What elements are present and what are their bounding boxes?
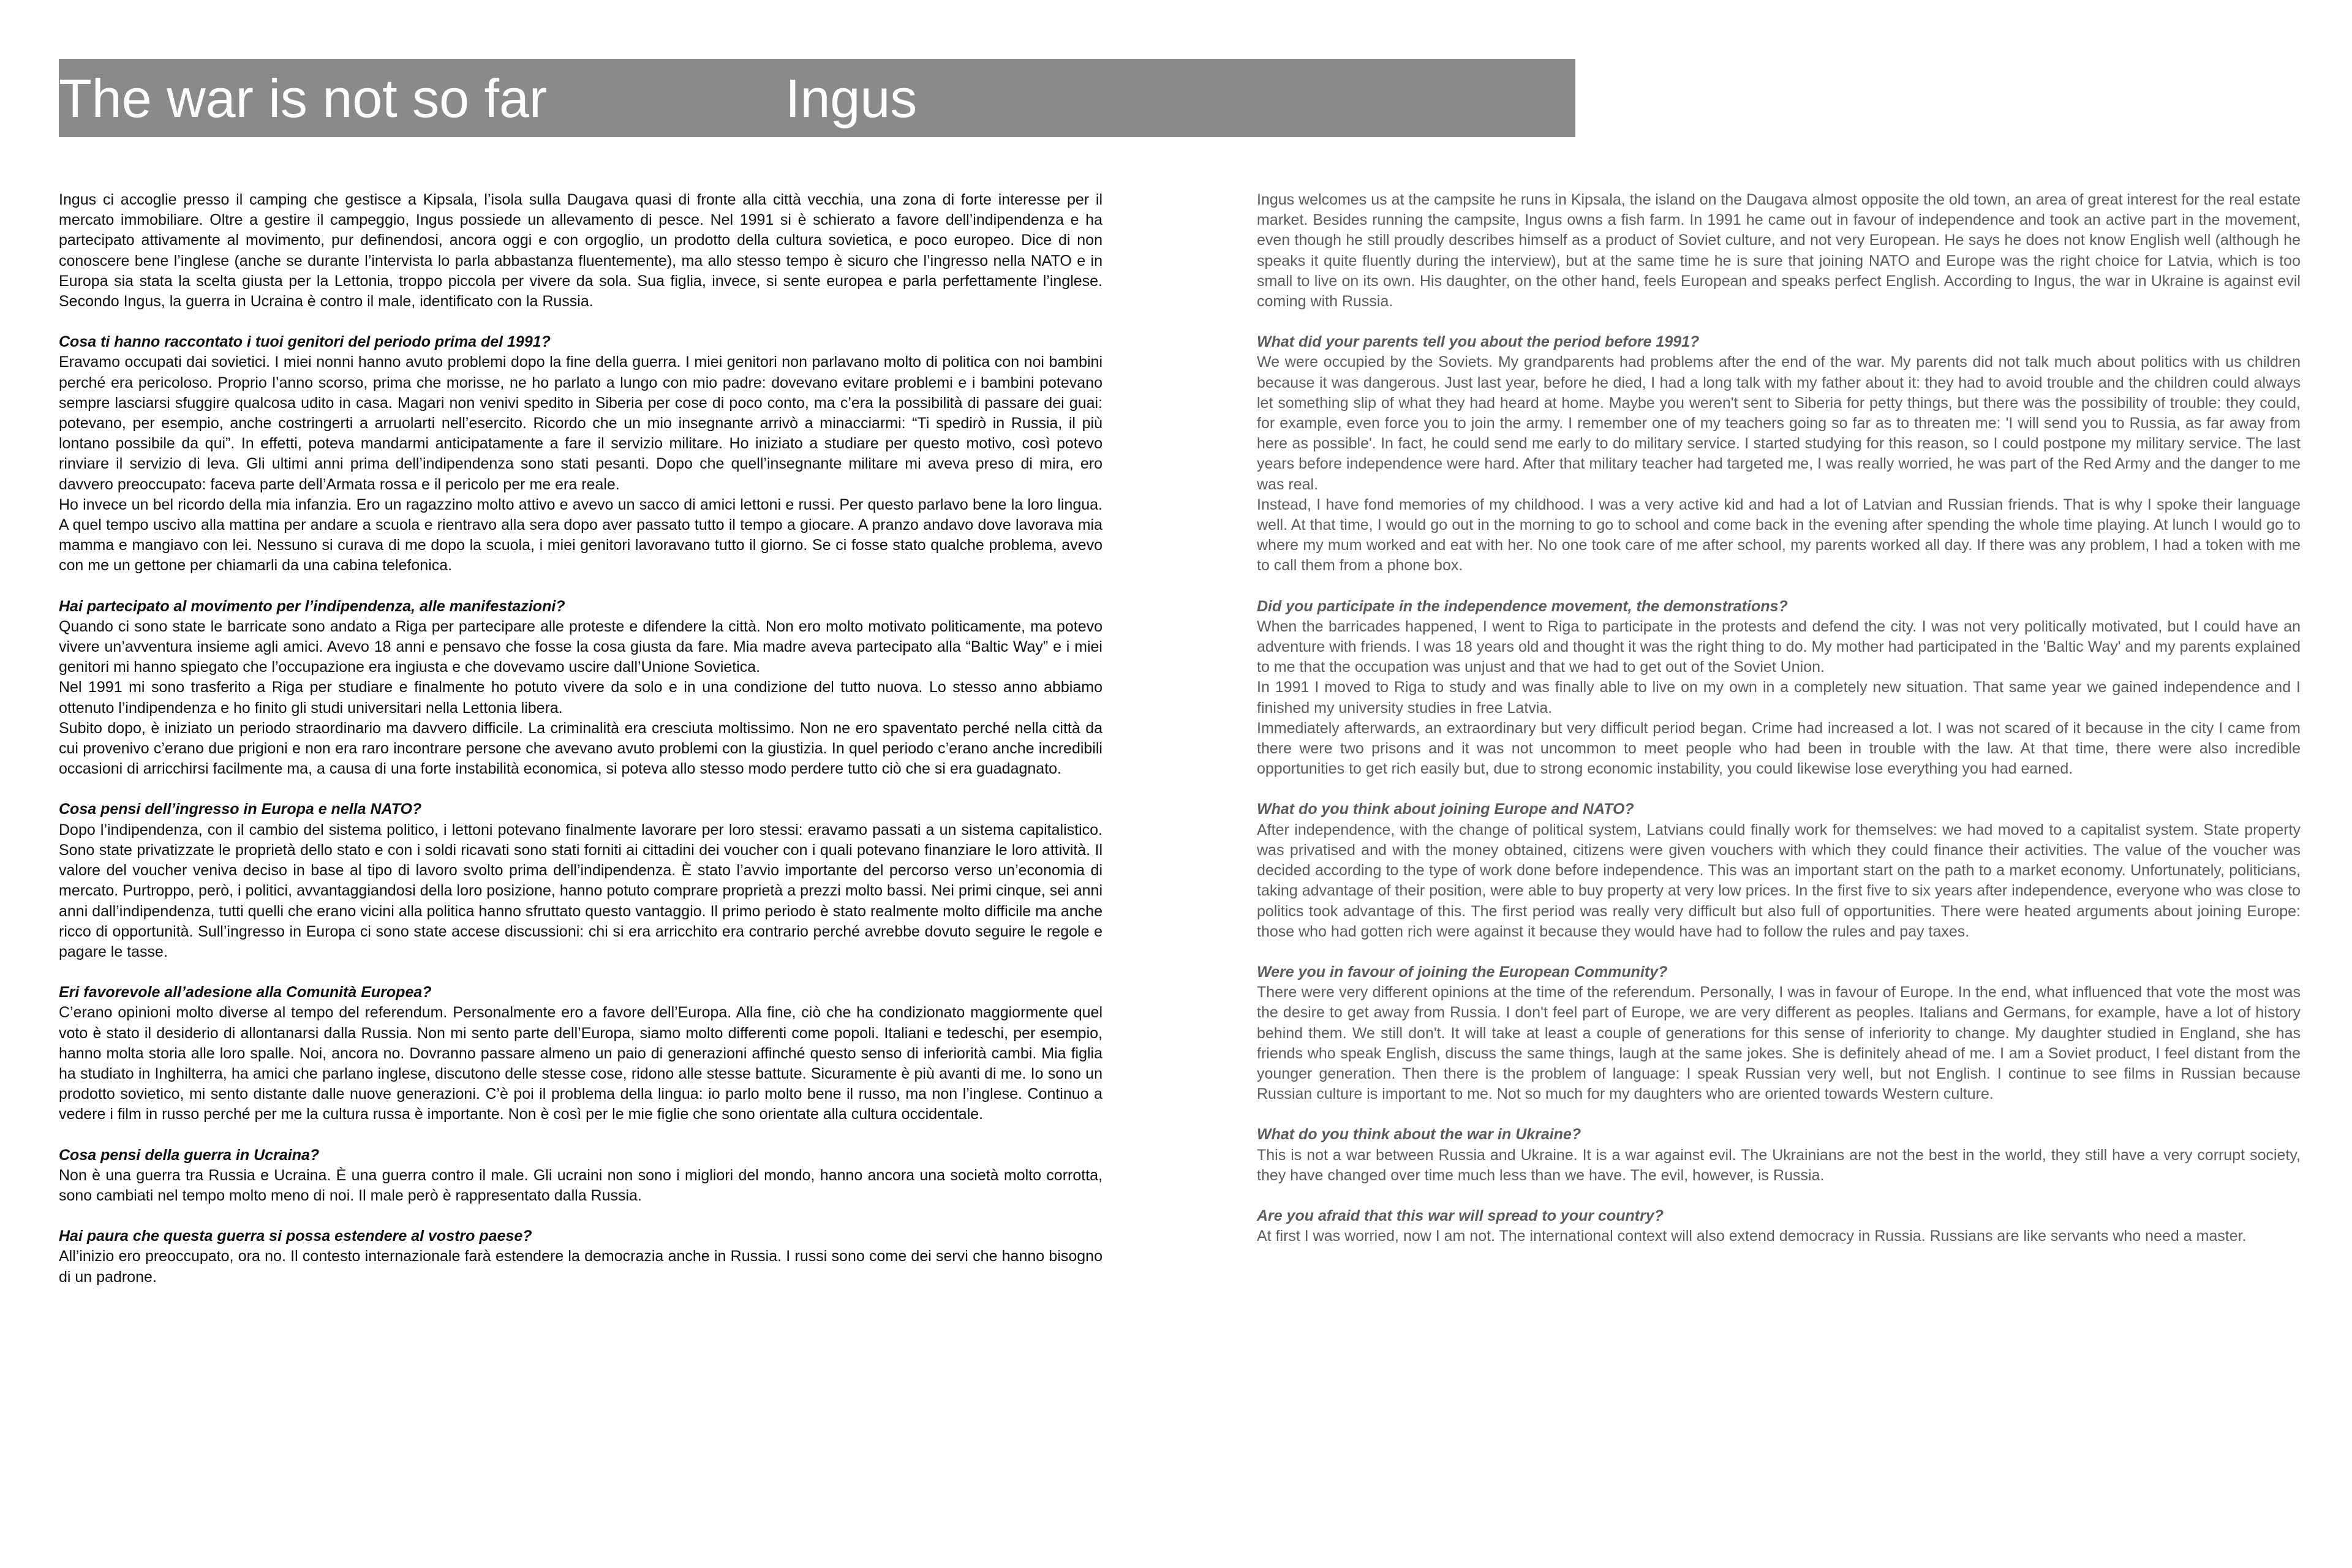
answer-paragraph: Immediately afterwards, an extraordinary but very difficult period began. Crime had increased a lot. I was not scared of it because in the city I came from there were two prisons and it was not uncommon to meet people who had been in trouble with the law. At that time, there were also incredible opportunities to get rich easily but, due to strong economic instability, you could likewise lose everything you had earned. [1257,719,2301,778]
page-title: The war is not so far [59,68,548,129]
answer-paragraph: This is not a war between Russia and Ukraine. It is a war against evil. The Ukrainians are not the best in the world, they still have a very corrupt society, they have changed over time much less than we have. The evil, however, is Russia. [1257,1146,2301,1184]
question-heading: Hai paura che questa guerra si possa estendere al vostro paese? [59,1227,532,1245]
question-heading: Are you afraid that this war will spread to your country? [1257,1207,1664,1224]
answer-paragraph: Eravamo occupati dai sovietici. I miei nonni hanno avuto problemi dopo la fine della guerra. I miei genitori non parlavano molto di politica con noi bambini perché era pericoloso. Proprio l’anno scorso, prima che morisse, ne ho parlato a lungo con mio padre: dovevano evitare problemi e i bambini potevano sempre lasciarsi sfuggire qualcosa udito in casa. Magari non venivi spedito in Siberia per cose di poco conto, ma c’era la possibilità di passare dei guai: potevano, per esempio, anche costringerti a arruolarti nell’esercito. Ricordo che un mio insegnante arrivò a minacciarmi: “Ti spedirò in Russia, il più lontano possibile da qui”. In effetti, poteva mandarmi anticipatamente a fare il servizio militare. Ho iniziato a studiare per questo motivo, così potevo rinviare il servizio di leva. Gli ultimi anni prima dell’indipendenza sono stati pesanti. Dopo che quell’insegnante militare mi aveva preso di mira, ero davvero preoccupato: faceva parte dell’Armata rossa e il pericolo per me era reale. [59,353,1102,493]
answer-paragraph: After independence, with the change of political system, Latvians could finally work for themselves: we had moved to a capitalist system. State property was privatised and with the money obtained, citizens were given vouchers with which they could finance their activities. The value of the voucher was decided according to the type of work done before independence. This was an important start on the path to a market economy. Unfortunately, politicians, taking advantage of their position, were able to buy property at very low prices. In the first five to six years after independence, everyone who was close to politics took advantage of this. The first period was really very difficult but also full of opportunities. There were heated arguments about joining Europe: those who had gotten rich were against it because they would have had to follow the rules and pay taxes. [1257,821,2301,940]
intro-paragraph: Ingus ci accoglie presso il camping che gestisce a Kipsala, l’isola sulla Daugava quasi di fronte alla città vecchia, una zona di forte interesse per il mercato immobiliare. Oltre a gestire il campeggio, Ingus possiede un allevamento di pesce. Nel 1991 si è schierato a favore dell’indipendenza e ha partecipato attivamente al movimento, pur definendosi, ancora oggi e con orgoglio, un prodotto della cultura sovietica, e poco europeo. Dice di non conoscere bene l’inglese (anche se durante l’intervista lo parla abbastanza fluentemente), ma allo stesso tempo è sicuro che l’ingresso nella NATO e in Europa sia stata la scelta giusta per la Lettonia, troppo piccola per vivere da sola. Sua figlia, invece, si sente europea e parla perfettamente l’inglese. Secondo Ingus, la guerra in Ucraina è contro il male, identificato con la Russia. [59,191,1102,311]
answer-paragraph: Non è una guerra tra Russia e Ucraina. È una guerra contro il male. Gli ucraini non sono i migliori del mondo, hanno ancora una società molto corrotta, sono cambiati nel tempo molto meno di noi. Il male però è rappresentato dalla Russia. [59,1166,1102,1204]
question-heading: Cosa ti hanno raccontato i tuoi genitori del periodo prima del 1991? [59,333,551,351]
question-heading: What did your parents tell you about the period before 1991? [1257,333,1700,351]
question-heading: Hai partecipato al movimento per l’indipendenza, alle manifestazioni? [59,597,565,615]
answer-paragraph: Quando ci sono state le barricate sono andato a Riga per partecipare alle proteste e difendere la città. Non ero molto motivato politicamente, ma potevo vivere un’avventura insieme agli amici. Avevo 18 anni e pensavo che fosse la cosa giusta da fare. Mia madre aveva partecipato alla “Baltic Way” e i miei genitori mi hanno spiegato che l’occupazione era ingiusta e che dovevamo uscire dall’Unione Sovietica. [59,617,1102,676]
answer-paragraph: At first I was worried, now I am not. The international context will also extend democracy in Russia. Russians are like servants who need a master. [1257,1227,2247,1245]
question-heading: Eri favorevole all’adesione alla Comunità Europea? [59,984,432,1001]
answer-paragraph: C’erano opinioni molto diverse al tempo del referendum. Personalmente ero a favore dell’Europa. Alla fine, ciò che ha condizionato maggiormente quel voto è stato il desiderio di allontanarsi dalla Russia. Non mi sento parte dell’Europa, siamo molto differenti come popoli. Italiani e tedeschi, per esempio, hanno molta storia alle loro spalle. Noi, ancora no. Dovranno passare almeno un paio di generazioni affinché questo senso di inferiorità cambi. Mia figlia ha studiato in Inghilterra, ha amici che parlano inglese, discutono delle stesse cose, ridono alle stesse battute. Sicuramente è più avanti di me. Io sono un prodotto sovietico, mi sento distante dalle nuove generazioni. C’è poi il problema della lingua: io parlo molto bene il russo, ma non l’inglese. Continuo a vedere i film in russo perché per me la cultura russa è importante. Non è così per le mie figlie che sono orientate alla cultura occidentale. [59,1004,1102,1123]
answer-paragraph: When the barricades happened, I went to Riga to participate in the protests and defend the city. I was not very politically motivated, but I could have an adventure with friends. I was 18 years old and thought it was the right thing to do. My mother had participated in the 'Baltic Way' and my parents explained to me that the occupation was unjust and that we had to get out of the Soviet Union. [1257,617,2301,676]
answer-paragraph: All’inizio ero preoccupato, ora no. Il contesto internazionale farà estendere la democrazia anche in Russia. I russi sono come dei servi che hanno bisogno di un padrone. [59,1248,1102,1286]
english-column [1257,190,2301,1246]
question-heading: Did you participate in the independence movement, the demonstrations? [1257,597,1788,615]
answer-paragraph: Nel 1991 mi sono trasferito a Riga per studiare e finalmente ho potuto vivere da solo e in una condizione del tutto nuova. Lo stesso anno abbiamo ottenuto l’indipendenza e ho finito gli studi universitari nella Lettonia libera. [59,679,1102,717]
header-banner [59,59,1575,137]
answer-paragraph: Subito dopo, è iniziato un periodo straordinario ma davvero difficile. La criminalità era cresciuta moltissimo. Non ne ero spaventato perché nella città da cui provenivo c’erano due prigioni e non era raro incontrare persone che avevano avuto problemi con la giustizia. In quel periodo c’erano anche incredibili occasioni di arricchirsi facilmente ma, a causa di una forte instabilità economica, si poteva allo stesso modo perdere tutto ciò che si era guadagnato. [59,719,1102,778]
answer-paragraph: In 1991 I moved to Riga to study and was finally able to live on my own in a completely new situation. That same year we gained independence and I finished my university studies in free Latvia. [1257,679,2301,717]
question-heading: Were you in favour of joining the European Community? [1257,963,1668,981]
answer-paragraph: Instead, I have fond memories of my childhood. I was a very active kid and had a lot of Latvian and Russian friends. That is why I spoke their language well. At that time, I would go out in the morning to go to school and come back in the evening after spending the whole time playing. At lunch I would go to where my mum worked and eat with her. No one took care of me after school, my parents worked all day. If there was any problem, I had a token with me to call them from a phone box. [1257,496,2301,575]
italian-column [59,190,1102,1287]
interviewee-name: Ingus [785,68,918,129]
answer-paragraph: Dopo l’indipendenza, con il cambio del sistema politico, i lettoni potevano finalmente lavorare per loro stessi: eravamo passati a un sistema capitalistico. Sono state privatizzate le proprietà dello stato e con i soldi ricavati sono stati forniti ai cittadini dei voucher con i quali potevano finanziare le loro attività. Il valore del voucher veniva deciso in base al tipo di lavoro svolto prima dell’indipendenza. È stato l’avvio importante del percorso verso un’economia di mercato. Purtroppo, però, i politici, avvantaggiandosi della loro posizione, hanno potuto comprare proprietà a prezzi molto bassi. Nei primi cinque, sei anni anni dall’indipendenza, tutti quelli che erano vicini alla politica hanno sfruttato questo vantaggio. Il primo periodo è stato realmente molto difficile ma anche ricco di opportunità. Sull’ingresso in Europa ci sono state accese discussioni: chi si era arricchito era contrario perché avrebbe dovuto seguire le regole e pagare le tasse. [59,821,1102,960]
answer-paragraph: We were occupied by the Soviets. My grandparents had problems after the end of the war. My parents did not talk much about politics with us children because it was dangerous. Just last year, before he died, I had a long talk with my father about it: they had to avoid trouble and the children could always let something slip of what they had heard at home. Maybe you weren't sent to Siberia for petty things, but there was the possibility of trouble: they could, for example, even force you to join the army. I remember one of my teachers going so far as to threaten me: 'I will send you to Russia, as far away from here as possible'. In fact, he could send me early to do military service. I started studying for this reason, so I could postpone my military service. The last years before independence were hard. After that military teacher had targeted me, I was really worried, he was part of the Red Army and the danger to me was real. [1257,353,2301,493]
intro-paragraph: Ingus welcomes us at the campsite he runs in Kipsala, the island on the Daugava almost opposite the old town, an area of great interest for the real estate market. Besides running the campsite, Ingus owns a fish farm. In 1991 he came out in favour of independence and took an active part in the movement, even though he still proudly describes himself as a product of Soviet culture, and not very European. He says he does not know English well (although he speaks it quite fluently during the interview), but at the same time he is sure that joining NATO and Europe was the right choice for Latvia, which is too small to live on its own. His daughter, on the other hand, feels European and speaks perfect English. According to Ingus, the war in Ukraine is against evil coming with Russia. [1257,191,2301,311]
answer-paragraph: There were very different opinions at the time of the referendum. Personally, I was in favour of Europe. In the end, what influenced that vote the most was the desire to get away from Russia. I don't feel part of Europe, we are very different as peoples. Italians and Germans, for example, have a lot of history behind them. We still don't. It will take at least a couple of generations for this sense of inferiority to change. My daughter studied in England, she has friends who speak English, discuss the same things, laugh at the same jokes. She is definitely ahead of me. I am a Soviet product, I feel distant from the younger generation. Then there is the problem of language: I speak Russian very well, but not English. I continue to see films in Russian because Russian culture is important to me. Not so much for my daughters who are oriented towards Western culture. [1257,984,2301,1103]
question-heading: What do you think about joining Europe and NATO? [1257,801,1634,818]
answer-paragraph: Ho invece un bel ricordo della mia infanzia. Ero un ragazzino molto attivo e avevo un sacco di amici lettoni e russi. Per questo parlavo bene la loro lingua. A quel tempo uscivo alla mattina per andare a scuola e rientravo alla sera dopo aver passato tutto il tempo a giocare. A pranzo andavo dove lavorava mia mamma e mangiavo con lei. Nessuno si curava di me dopo la scuola, i miei genitori lavoravano tutto il giorno. Se ci fosse stato qualche problema, avevo con me un gettone per chiamarli da una cabina telefonica. [59,496,1102,575]
question-heading: Cosa pensi della guerra in Ucraina? [59,1146,320,1164]
question-heading: Cosa pensi dell’ingresso in Europa e nella NATO? [59,801,422,818]
question-heading: What do you think about the war in Ukraine? [1257,1126,1581,1144]
